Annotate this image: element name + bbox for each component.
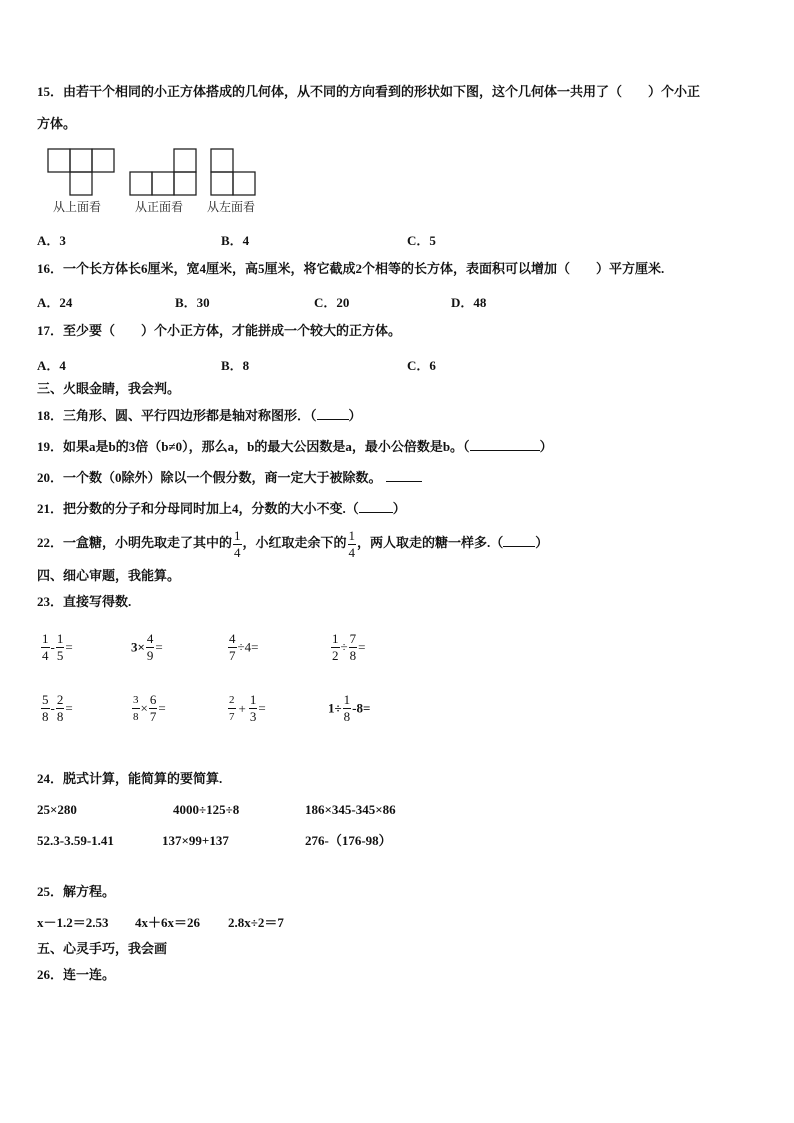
q19-close: ） [539, 439, 553, 454]
q22-fraction-1: $\frac{1}{4}$ [234, 527, 241, 560]
q23-item-r1c3: $\frac{4}{7}$ ÷4= [229, 631, 259, 663]
q17-text: 17．至少要（ ）个小正方体，才能拼成一个较大的正方体。 [37, 323, 402, 338]
top-view-grid [48, 149, 114, 195]
q22-text [37, 528, 548, 560]
q16-option-d: D．48 [451, 295, 487, 310]
q21-close: ） [392, 501, 406, 516]
q24-item-5: 137×99+137 [162, 833, 229, 848]
q23-item-r1c2: 3× $\frac{4}{9}$ = [131, 631, 163, 663]
q19-answer-blank[interactable] [470, 438, 540, 451]
q21-stem: 21．把分数的分子和分母同时加上4，分数的大小不变.（ [37, 501, 359, 516]
q23-item-r2c3: $\frac{2}{7}$ + $\frac{1}{3}$ = [229, 692, 266, 724]
left-view-grid [211, 149, 255, 195]
q15-option-b: B．4 [221, 233, 250, 248]
q20-stem: 20．一个数（0除外）除以一个假分数，商一定大于被除数。 [37, 470, 382, 485]
q17-option-c: C．6 [407, 358, 436, 373]
q22-answer-blank[interactable] [503, 534, 535, 547]
q26-title: 26．连一连。 [37, 967, 116, 982]
q18-text [37, 407, 362, 424]
q23-title: 23．直接写得数. [37, 594, 132, 609]
q15-text-line2: 方体。 [37, 116, 77, 131]
section-4-heading: 四、细心审题，我能算。 [37, 568, 181, 583]
q25-title: 25．解方程。 [37, 884, 116, 899]
q18-answer-blank[interactable] [317, 407, 349, 420]
q19-text [37, 438, 553, 455]
q18-stem: 18．三角形、圆、平行四边形都是轴对称图形．（ [37, 408, 317, 423]
q20-answer-blank[interactable] [386, 469, 422, 482]
q21-answer-blank[interactable] [359, 500, 393, 513]
q25-equation-3: 2.8x÷2＝7 [228, 915, 284, 930]
q25-equation-2: 4x＋6x＝26 [135, 915, 201, 930]
q21-text [37, 500, 406, 517]
q24-item-1: 25×280 [37, 802, 77, 817]
q23-item-r2c4: 1÷ $\frac{1}{8}$ -8= [328, 692, 371, 724]
q20-text [37, 469, 422, 486]
section-5-heading: 五、心灵手巧，我会画 [37, 941, 168, 956]
q24-item-2: 4000÷125÷8 [173, 802, 240, 817]
q24-title: 24．脱式计算，能简算的要简算. [37, 771, 223, 786]
q22-close: ） [535, 535, 549, 550]
q15-option-c: C．5 [407, 233, 436, 248]
q18-close: ） [348, 408, 362, 423]
q23-item-r2c1: $\frac{5}{8}$ - $\frac{2}{8}$ = [42, 692, 73, 724]
front-view-grid [130, 149, 196, 195]
q23-item-r1c4: $\frac{1}{2}$ ÷ $\frac{7}{8}$ = [332, 631, 366, 663]
q16-option-b: B．30 [175, 295, 210, 310]
three-views-figure [44, 147, 274, 215]
q15-option-a: A．3 [37, 233, 66, 248]
q16-option-a: A．24 [37, 295, 73, 310]
q19-stem: 19．如果a是b的3倍（b≠0），那么a，b的最大公因数是a，最小公倍数是b。（ [37, 439, 470, 454]
q22-fraction-2: $\frac{1}{4}$ [348, 527, 356, 560]
q15-text-line1: 15．由若干个相同的小正方体搭成的几何体，从不同的方向看到的形状如下图，这个几何体一共用了（ ）个小正 [37, 84, 701, 99]
q25-equation-1: x－1.2＝2.53 [37, 915, 109, 930]
caption-left-view: 从左面看 [207, 200, 256, 214]
q24-item-4: 52.3-3.59-1.41 [37, 833, 114, 848]
q23-item-r1c1: $\frac{1}{4}$ - $\frac{1}{5}$ = [42, 631, 73, 663]
q17-option-b: B．8 [221, 358, 250, 373]
q22-part1: 22．一盒糖，小明先取走了其中的 [37, 535, 233, 550]
q24-item-6: 276-（176-98） [305, 833, 392, 848]
q16-text: 16．一个长方体长6厘米，宽4厘米，高5厘米，将它截成2个相等的长方体，表面积可以增加（ ）平方厘米. [37, 261, 665, 276]
caption-front-view: 从正面看 [135, 200, 184, 214]
caption-top-view: 从上面看 [53, 200, 102, 214]
q22-part2: ，小红取走余下的 [242, 535, 347, 550]
q16-option-c: C．20 [314, 295, 350, 310]
q17-option-a: A．4 [37, 358, 66, 373]
q23-item-r2c2: $\frac{3}{8}$ × $\frac{6}{7}$ = [133, 692, 166, 724]
q24-item-3: 186×345-345×86 [305, 802, 396, 817]
q22-part3: ，两人取走的糖一样多.（ [357, 535, 504, 550]
section-3-heading: 三、火眼金睛，我会判。 [37, 381, 181, 396]
